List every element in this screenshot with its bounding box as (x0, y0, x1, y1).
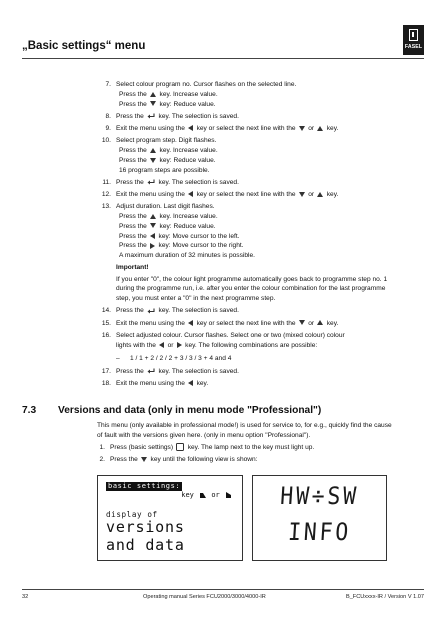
up-arrow-key-icon (150, 92, 156, 97)
lcd-key-label: key (181, 491, 194, 499)
step-12 (97, 190, 397, 200)
manual-name: Operating manual Series FCU2000/3000/4000-IR (143, 594, 266, 600)
step-number: 17. (101, 367, 111, 375)
step-17 (97, 367, 397, 377)
up-arrow-key-icon (317, 192, 323, 197)
step-8 (97, 112, 397, 122)
step-15 (97, 319, 397, 329)
up-arrow-key-icon (200, 493, 206, 498)
enter-key-icon (147, 308, 155, 314)
up-arrow-key-icon (150, 214, 156, 219)
down-arrow-key-icon (150, 158, 156, 163)
up-arrow-key-icon (150, 148, 156, 153)
left-arrow-key-icon (188, 380, 193, 386)
section-intro: This menu (only available in professional mode!) is used for service to, for e.g., quickly find the cause of fault with the versions given here. (only in menu option "Professional"). (97, 422, 392, 439)
lcd-line-3: and data (106, 536, 185, 554)
enter-key-icon (147, 113, 155, 119)
step-line: Press the key: Reduce value. (119, 100, 216, 108)
lcd-keys-hint (181, 491, 232, 500)
step-line: Select adjusted colour. Cursor flashes. Select one or two (mixed colour) colour (116, 331, 345, 339)
step-line: Press the key: Move cursor to the right. (119, 242, 244, 250)
basic-settings-key-icon (176, 443, 184, 451)
page-header: „Basic settings“ menu (22, 40, 146, 52)
step-14 (97, 306, 397, 316)
step-11 (97, 178, 397, 188)
step-line: Press the key. Increase value. (119, 146, 218, 154)
step-10 (97, 136, 397, 175)
step-number: 14. (101, 307, 111, 315)
step-number: 8. (105, 112, 111, 120)
step-number: 16. (101, 331, 111, 339)
step-18 (97, 379, 397, 389)
lcd-or-label: or (211, 491, 220, 499)
page-number: 32 (22, 594, 29, 600)
left-arrow-key-icon (150, 233, 155, 239)
logo-text: FASEL (404, 44, 423, 50)
step-line: A maximum duration of 32 minutes is possible. (119, 252, 255, 260)
fasel-logo (403, 25, 424, 55)
section-step-1 (97, 443, 397, 453)
important-text: If you enter "0", the colour light programme automatically goes back to programme step no. 1 during the programme run, i.e. after you enter the colour combination for the last programme step, you must enter a "0" in the next programme step. (116, 275, 388, 303)
step-line: Exit the menu using the key or select the next line with the or key. (116, 319, 339, 327)
step-16 (97, 331, 397, 364)
down-arrow-key-icon (150, 223, 156, 228)
step-line: Press the key. The selection is saved. (116, 178, 239, 186)
step-line: lights with the or key. The following combinations are possible: (116, 341, 318, 349)
footer-rule (22, 589, 424, 590)
important-label: Important! (116, 263, 149, 271)
step-line: Exit the menu using the key or select the next line with the or key. (116, 124, 339, 132)
section-step-2 (97, 455, 397, 465)
manual-version: B_FCUxxxx-IR / Version V 1.07 (345, 594, 424, 600)
down-arrow-key-icon (141, 457, 147, 462)
section-title: Versions and data (only in menu mode "Professional") (58, 405, 322, 416)
step-number: 7. (105, 81, 111, 88)
step-line: Press (basic settings) key. The lamp next to the key must light up. (110, 443, 315, 451)
step-line: Exit the menu using the key or select the next line with the or key. (116, 190, 339, 198)
left-arrow-key-icon (188, 320, 193, 326)
segment-line-2: INFO (287, 518, 352, 546)
down-arrow-key-icon (299, 320, 305, 325)
step-number: 10. (101, 137, 111, 145)
step-7 (97, 80, 397, 109)
steps-list (97, 80, 397, 389)
down-arrow-key-icon (299, 126, 305, 131)
step-line: Press the key. The selection is saved. (116, 307, 239, 315)
logo-mark-icon (409, 29, 418, 41)
step-line: Press the key. The selection is saved. (116, 112, 239, 120)
segment-line-1: HW÷SW (279, 482, 360, 510)
step-line: Select program step. Digit flashes. (116, 137, 217, 145)
step-9 (97, 124, 397, 134)
step-line: Press the key. The selection is saved. (116, 367, 239, 375)
colour-combinations: – 1 / 1 + 2 / 2 / 2 + 3 / 3 / 3 + 4 and 4 (116, 355, 232, 363)
step-line: Press the key: Move cursor to the left. (119, 232, 240, 240)
lcd-display (97, 475, 243, 561)
step-number: 18. (101, 379, 111, 387)
step-line: 16 program steps are possible. (119, 166, 210, 174)
header-rule (22, 58, 424, 59)
lcd-line-1: display of (106, 510, 158, 519)
section-number: 7.3 (22, 405, 37, 416)
step-line: Press the key. Increase value. (119, 212, 218, 220)
section-body (97, 421, 397, 465)
enter-key-icon (147, 179, 155, 185)
up-arrow-key-icon (317, 126, 323, 131)
step-line: Press the key: Reduce value. (119, 156, 216, 164)
left-arrow-key-icon (159, 342, 164, 348)
down-arrow-key-icon (299, 192, 305, 197)
enter-key-icon (147, 368, 155, 374)
down-arrow-key-icon (150, 101, 156, 106)
right-arrow-key-icon (226, 492, 231, 498)
left-arrow-key-icon (188, 191, 193, 197)
section-heading (22, 405, 321, 416)
segment-display (252, 475, 387, 561)
right-arrow-key-icon (177, 342, 182, 348)
step-number: 11. (102, 178, 111, 186)
lcd-title: basic settings: (108, 482, 181, 490)
step-line: Press the key: Reduce value. (119, 222, 216, 230)
up-arrow-key-icon (317, 320, 323, 325)
step-number: 9. (105, 124, 111, 132)
step-line: Press the key until the following view is shown: (110, 456, 258, 464)
right-arrow-key-icon (150, 243, 155, 249)
step-number: 13. (101, 203, 111, 211)
step-number: 12. (101, 190, 111, 198)
step-line: Select colour program no. Cursor flashes on the selected line. (116, 81, 297, 88)
lcd-line-2: versions (106, 518, 185, 536)
step-line: Press the key. Increase value. (119, 90, 218, 98)
left-arrow-key-icon (188, 125, 193, 131)
step-number: 1. (99, 443, 105, 451)
step-line: Adjust duration. Last digit flashes. (116, 203, 215, 211)
step-line: Exit the menu using the key. (116, 379, 209, 387)
step-number: 2. (99, 456, 105, 464)
step-13 (97, 202, 397, 304)
step-number: 15. (101, 319, 111, 327)
